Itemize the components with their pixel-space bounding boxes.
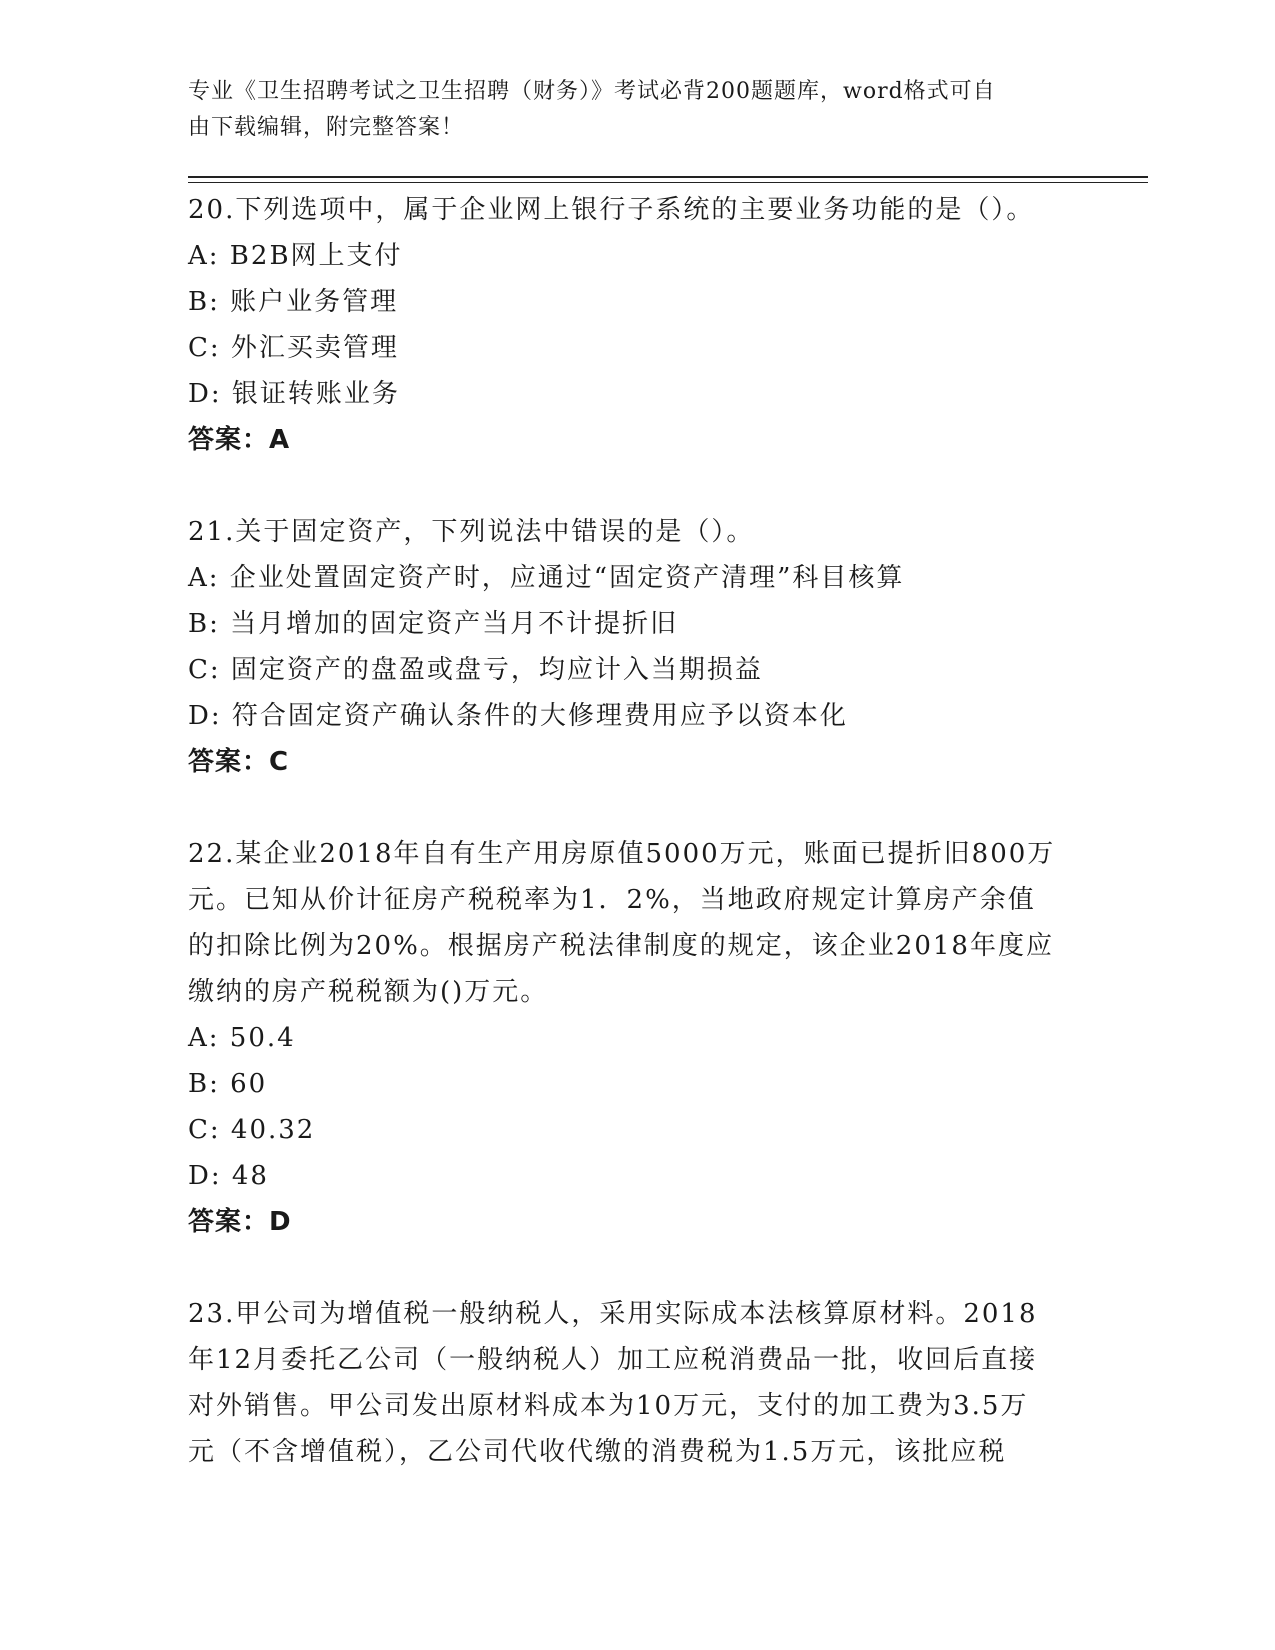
header-line-1: 专业《卫生招聘考试之卫生招聘（财务）》考试必背200题题库，word格式可自 [188, 79, 996, 104]
answer-line [188, 1199, 1088, 1245]
document-header [188, 74, 1068, 146]
question-stem-line-3: 的扣除比例为20%。根据房产税法律制度的规定，该企业2018年度应 [188, 931, 1054, 961]
question-stem-line-2: 年12月委托乙公司（一般纳税人）加工应税消费品一批，收回后直接 [188, 1345, 1038, 1375]
question-20 [188, 187, 1088, 463]
question-stem-line-2: 元。已知从价计征房产税税率为1．2%，当地政府规定计算房产余值 [188, 885, 1036, 915]
option-a: A: 50.4 [188, 1023, 296, 1053]
question-stem-line-1: 23.甲公司为增值税一般纳税人，采用实际成本法核算原材料。2018 [188, 1299, 1038, 1329]
question-stem-line-3: 对外销售。甲公司发出原材料成本为10万元，支付的加工费为3.5万 [188, 1391, 1029, 1421]
header-line-2: 由下载编辑，附完整答案！ [188, 115, 465, 140]
answer-line [188, 739, 1088, 785]
answer-label: 答案： [188, 747, 270, 777]
header-divider-thick [188, 176, 1148, 178]
question-22 [188, 831, 1088, 1245]
option-d: D: 48 [188, 1161, 269, 1191]
question-stem-line-1: 22.某企业2018年自有生产用房原值5000万元，账面已提折旧800万 [188, 839, 1056, 869]
answer-value: A [269, 425, 292, 455]
option-b: B: 账户业务管理 [188, 287, 399, 317]
option-d: D: 银证转账业务 [188, 379, 400, 409]
question-stem-line-4: 元（不含增值税），乙公司代收代缴的消费税为1.5万元，该批应税 [188, 1437, 1007, 1467]
option-a: A: 企业处置固定资产时，应通过“固定资产清理”科目核算 [188, 563, 905, 593]
question-21 [188, 509, 1088, 785]
question-stem: 20.下列选项中，属于企业网上银行子系统的主要业务功能的是（）。 [188, 195, 1035, 225]
question-23 [188, 1291, 1088, 1475]
answer-label: 答案： [188, 1207, 270, 1237]
question-list [188, 187, 1088, 1475]
option-c: C: 固定资产的盘盈或盘亏，均应计入当期损益 [188, 655, 763, 685]
answer-value: D [269, 1207, 293, 1237]
answer-label: 答案： [188, 425, 270, 455]
answer-value: C [269, 747, 291, 777]
header-divider-thin [188, 182, 1148, 183]
option-c: C: 40.32 [188, 1115, 316, 1145]
option-d: D: 符合固定资产确认条件的大修理费用应予以资本化 [188, 701, 848, 731]
question-stem-line-4: 缴纳的房产税税额为()万元。 [188, 977, 549, 1007]
option-b: B: 60 [188, 1069, 268, 1099]
question-stem: 21.关于固定资产，下列说法中错误的是（）。 [188, 517, 755, 547]
option-b: B: 当月增加的固定资产当月不计提折旧 [188, 609, 679, 639]
option-c: C: 外汇买卖管理 [188, 333, 399, 363]
answer-line [188, 417, 1088, 463]
option-a: A: B2B网上支付 [188, 241, 403, 271]
